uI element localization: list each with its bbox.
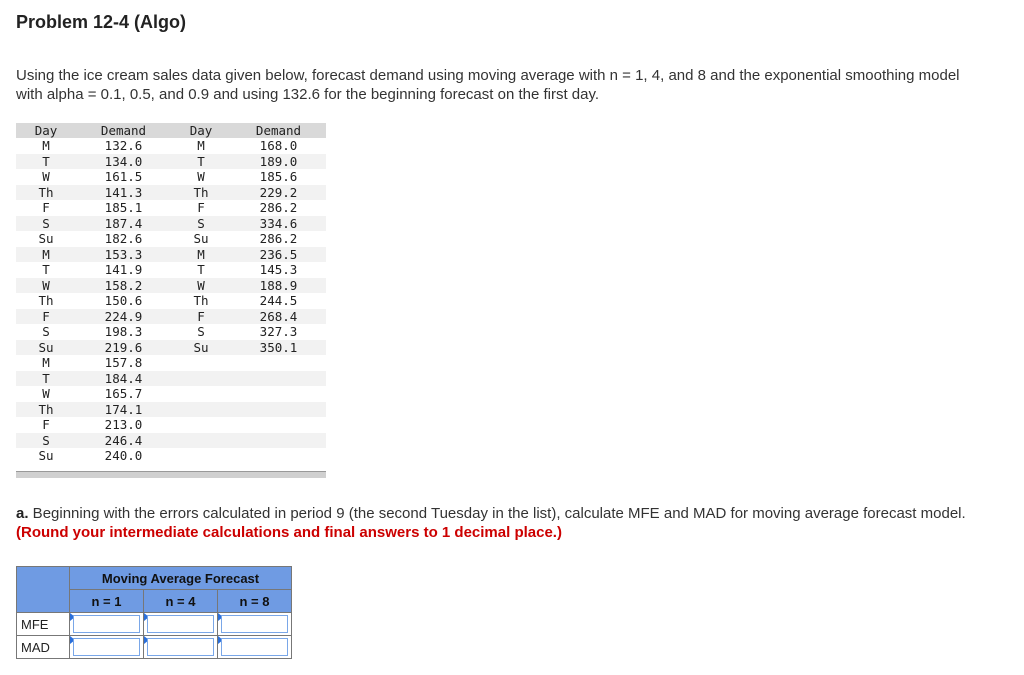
col-header-day-2: Day [171,123,231,138]
demand-cell: 286.2 [259,231,298,246]
day-cell: T [197,262,205,277]
row-label-mfe: MFE [17,613,70,636]
demand-cell: 145.3 [259,262,298,277]
day-cell: S [16,433,76,449]
day-cell: F [171,309,231,325]
mad-n1-input[interactable] [73,638,140,656]
day-cell: Su [38,231,54,246]
table-row [16,340,326,356]
mad-n4-input[interactable] [147,638,214,656]
demand-cell: 268.4 [231,309,326,325]
col-header-demand-2: Demand [231,123,326,138]
demand-cell: 153.3 [76,247,171,263]
day-cell: F [197,200,205,215]
table-row [16,324,326,340]
table-row [16,169,326,185]
demand-cell: 141.9 [104,262,143,277]
col-n8: n = 8 [218,590,292,613]
demand-cell: 198.3 [104,324,143,339]
demand-cell: 224.9 [76,309,171,325]
table-row [16,402,326,418]
demand-cell [231,433,326,449]
day-cell [171,386,231,402]
table-scrollbar [16,471,326,478]
table-row [16,247,326,263]
answer-table-title: Moving Average Forecast [70,567,292,590]
mad-n1-cell[interactable] [70,636,144,659]
demand-cell: 141.3 [76,185,171,201]
day-cell: W [197,169,205,184]
answer-table [16,566,292,659]
demand-cell [231,355,326,371]
demand-cell: 165.7 [104,386,143,401]
mfe-n4-input[interactable] [147,615,214,633]
day-cell: T [16,371,76,387]
day-cell [171,371,231,387]
rounding-note: (Round your intermediate calculations and final answers to 1 decimal place.) [16,524,562,541]
day-cell: S [171,216,231,232]
day-cell: Su [193,231,209,246]
day-cell: S [16,216,76,232]
mfe-n8-input[interactable] [221,615,288,633]
day-cell: Su [16,340,76,356]
table-row [16,371,326,387]
table-row [16,433,326,449]
demand-cell: 157.8 [104,355,143,370]
demand-cell: 236.5 [231,247,326,263]
day-cell: M [42,138,50,153]
demand-cell: 188.9 [231,278,326,294]
demand-cell: 150.6 [104,293,143,308]
col-header-demand-1: Demand [76,123,171,138]
day-cell: T [171,154,231,170]
day-cell: M [171,247,231,263]
demand-table [16,123,326,464]
demand-cell [231,371,326,387]
day-cell: W [16,278,76,294]
demand-cell: 246.4 [76,433,171,449]
day-cell [171,448,231,464]
day-cell: F [42,417,50,432]
day-cell: T [16,154,76,170]
demand-cell [231,386,326,402]
demand-cell: 286.2 [259,200,298,215]
demand-cell: 219.6 [76,340,171,356]
problem-intro: Using the ice cream sales data given below, forecast demand using moving average with n = 1, 4, and 8 and the exponential smoothing model with alpha = 0.1, 0.5, and 0.9 and using 132.6 for the beginning forecast on the first day. [16,67,960,103]
demand-cell: 184.4 [76,371,171,387]
col-header-day-1: Day [16,123,76,138]
table-row [16,293,326,309]
day-cell: W [42,169,50,184]
day-cell: W [171,278,231,294]
mad-n8-cell[interactable] [218,636,292,659]
day-cell [171,433,231,449]
demand-cell: 350.1 [231,340,326,356]
table-row [16,262,326,278]
mad-n4-cell[interactable] [144,636,218,659]
table-row [16,231,326,247]
demand-cell: 182.6 [104,231,143,246]
table-row [16,386,326,402]
question-label: a. [16,505,29,522]
demand-cell: 161.5 [104,169,143,184]
table-row [16,185,326,201]
demand-cell: 132.6 [104,138,143,153]
table-row [16,448,326,464]
page-title: Problem 12-4 (Algo) [16,12,187,32]
row-label-mad: MAD [17,636,70,659]
table-row [16,200,326,216]
day-cell [171,402,231,418]
day-cell: M [197,138,205,153]
day-cell [171,355,231,371]
table-row [16,138,326,154]
demand-cell: 168.0 [259,138,298,153]
demand-cell: 240.0 [104,448,143,463]
day-cell: T [42,262,50,277]
question-a [16,504,976,542]
day-cell: Su [38,448,54,463]
demand-cell: 334.6 [231,216,326,232]
mfe-n8-cell[interactable] [218,613,292,636]
day-cell: S [197,324,205,339]
day-cell: Th [171,185,231,201]
answer-table-corner [17,567,70,613]
mfe-n1-input[interactable] [73,615,140,633]
demand-table-wrap [16,123,326,464]
demand-cell: 213.0 [104,417,143,432]
table-row [16,417,326,433]
demand-cell [231,417,326,433]
mfe-n1-cell[interactable] [70,613,144,636]
demand-cell: 158.2 [76,278,171,294]
day-cell: W [42,386,50,401]
demand-cell: 134.0 [76,154,171,170]
table-row [16,355,326,371]
day-cell [171,417,231,433]
question-text: Beginning with the errors calculated in period 9 (the second Tuesday in the list), calculate MFE and MAD for moving average forecast model. [28,505,966,522]
day-cell: Th [38,293,54,308]
demand-cell: 229.2 [231,185,326,201]
demand-cell: 187.4 [76,216,171,232]
demand-cell: 244.5 [259,293,298,308]
table-row [16,278,326,294]
day-cell: Th [16,185,76,201]
demand-cell [231,402,326,418]
day-cell: Su [171,340,231,356]
day-cell: Th [16,402,76,418]
day-cell: F [16,309,76,325]
table-row [16,154,326,170]
day-cell: Th [193,293,209,308]
demand-cell: 327.3 [259,324,298,339]
mad-n8-input[interactable] [221,638,288,656]
demand-cell: 185.1 [104,200,143,215]
table-row [16,309,326,325]
demand-cell: 185.6 [259,169,298,184]
day-cell: F [42,200,50,215]
col-n1: n = 1 [70,590,144,613]
day-cell: M [42,355,50,370]
demand-cell: 189.0 [231,154,326,170]
mfe-n4-cell[interactable] [144,613,218,636]
table-row [16,216,326,232]
demand-cell [231,448,326,464]
col-n4: n = 4 [144,590,218,613]
demand-cell: 174.1 [76,402,171,418]
day-cell: M [16,247,76,263]
day-cell: S [42,324,50,339]
